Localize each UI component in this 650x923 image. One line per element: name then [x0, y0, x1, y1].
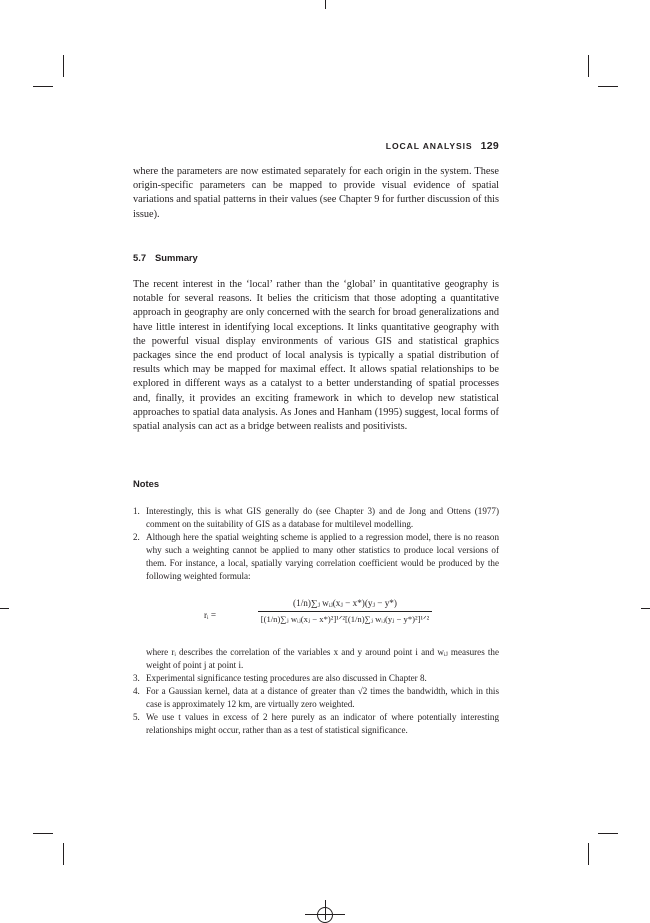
formula-numerator: (1/n)∑ⱼ wᵢⱼ(xⱼ − x*)(yⱼ − y*): [293, 598, 397, 608]
note-text: Interestingly, this is what GIS generally do (see Chapter 3) and de Jong and Ottens (1977) comment on the suitability of GIS as a database for multilevel modelling.: [146, 506, 499, 529]
note-text: Although here the spatial weighting scheme is applied to a regression model, there is no reason why such a weighting cannot be applied to many other statistics to produce local versions of them. For instance, a local, spatially varying correlation coefficient would be produced by the following weighted formula:: [146, 532, 499, 581]
formula-fraction: [258, 598, 432, 625]
note-text: Experimental significance testing procedures are also discussed in Chapter 8.: [146, 673, 427, 683]
note-item: [133, 531, 499, 583]
section-number: 5.7: [133, 252, 147, 263]
note-number: 1.: [133, 506, 140, 516]
notes-list: [133, 505, 499, 583]
crop-mark: [598, 833, 618, 834]
formula-denominator: [(1/n)∑ⱼ wᵢⱼ(xⱼ − x*)²]¹ᐟ²[(1/n)∑ⱼ wᵢⱼ(yⱼ − y*)²]¹ᐟ²: [260, 614, 430, 624]
section-title: Summary: [155, 252, 198, 263]
intro-paragraph: where the parameters are now estimated separately for each origin in the system. These origin-specific parameters can be mapped to provide visual evidence of spatial variations and spatial patterns in their values (see Chapter 9 for further discussion of this issue).: [133, 166, 499, 220]
registration-circle: [317, 907, 333, 923]
section-heading: [133, 252, 198, 263]
note-number: 4.: [133, 686, 140, 696]
note-item: [133, 711, 499, 737]
summary-paragraph: The recent interest in the ‘local’ rather than the ‘global’ in quantitative geography is notable for several reasons. It belies the criticism that those adopting a quantitative approach in geography are only concerned with the search for broad generalizations and have little interest in identifying local exceptions. It links quantitative geography with the powerful visual display environments of various GIS and statistical graphics packages since the end product of local analysis is typically a spatial distribution of results which may be mapped for maximal effect. It allows spatial relationships to be explored in different ways as a catalyst to a better understanding of spatial processes and, finally, it provides an exciting framework in which to develop new statistical approaches to spatial data analysis. As Jones and Hanham (1995) suggest, local forms of spatial analysis can act as a bridge between realists and positivists.: [133, 279, 499, 433]
crop-mark: [0, 608, 9, 609]
page-number: 129: [480, 140, 499, 152]
note-item: [133, 646, 499, 672]
notes-heading: Notes: [133, 478, 160, 489]
crop-mark: [588, 843, 589, 865]
correlation-formula: [133, 598, 499, 632]
crop-mark: [63, 55, 64, 77]
note-item: [133, 505, 499, 531]
note-text: where rᵢ describes the correlation of the variables x and y around point i and wᵢⱼ measures the weight of point j at point i.: [146, 647, 499, 670]
running-header: [133, 140, 499, 152]
note-text: For a Gaussian kernel, data at a distance of greater than √2 times the bandwidth, which in this case is approximately 12 km, are virtually zero weighted.: [146, 686, 499, 709]
crop-mark: [325, 0, 326, 9]
formula-lhs: rᵢ =: [204, 610, 217, 620]
crop-mark: [63, 843, 64, 865]
note-text: We use t values in excess of 2 here purely as an indicator of where potentially interesting relationships might occur, rather than as a test of statistical significance.: [146, 712, 499, 735]
running-title: LOCAL ANALYSIS: [385, 141, 473, 151]
crop-mark: [33, 86, 53, 87]
note-number: 3.: [133, 673, 140, 683]
note-number: 5.: [133, 712, 140, 722]
note-item: [133, 685, 499, 711]
crop-mark: [641, 608, 650, 609]
crop-mark: [588, 55, 589, 77]
note-item: [133, 672, 499, 685]
crop-mark: [33, 833, 53, 834]
note-number: 2.: [133, 532, 140, 542]
notes-list-continued: [133, 646, 499, 737]
crop-mark: [598, 86, 618, 87]
